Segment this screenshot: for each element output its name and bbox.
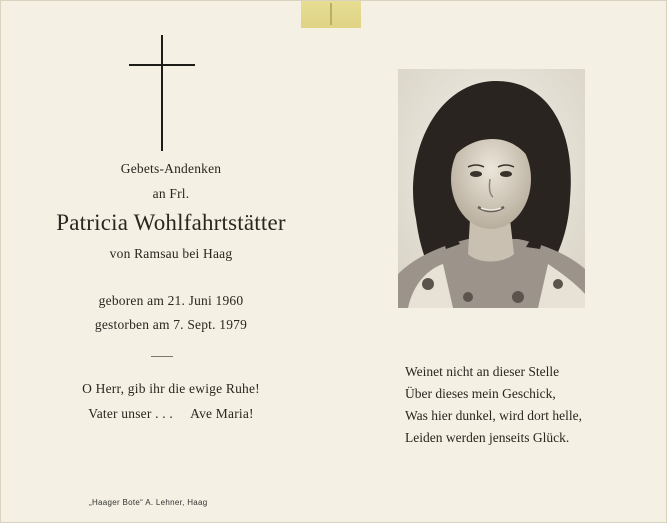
origin: von Ramsau bei Haag bbox=[109, 246, 233, 261]
verse-line: Über dieses mein Geschick, bbox=[405, 386, 556, 401]
birth-date: geboren am 21. Juni 1960 bbox=[98, 293, 244, 308]
divider bbox=[151, 356, 173, 357]
verse-line: Was hier dunkel, wird dort helle, bbox=[405, 408, 582, 423]
prayer-line-1: O Herr, gib ihr die ewige Ruhe! bbox=[82, 381, 260, 396]
printer-credit: „Haager Bote“ A. Lehner, Haag bbox=[89, 498, 208, 507]
verse-line: Weinet nicht an dieser Stelle bbox=[405, 364, 560, 379]
heading-line-2: an Frl. bbox=[152, 186, 190, 201]
memorial-verse bbox=[405, 361, 582, 449]
death-date: gestorben am 7. Sept. 1979 bbox=[94, 317, 248, 332]
cross-icon bbox=[129, 35, 195, 151]
portrait-photo bbox=[398, 69, 585, 308]
heading-line-1: Gebets-Andenken bbox=[120, 161, 222, 176]
adhesive-tape bbox=[301, 1, 361, 28]
verse-line: Leiden werden jenseits Glück. bbox=[405, 430, 570, 445]
deceased-name: Patricia Wohlfahrtstätter bbox=[56, 210, 286, 235]
prayer-line-2: Vater unser . . . Ave Maria! bbox=[88, 406, 254, 421]
